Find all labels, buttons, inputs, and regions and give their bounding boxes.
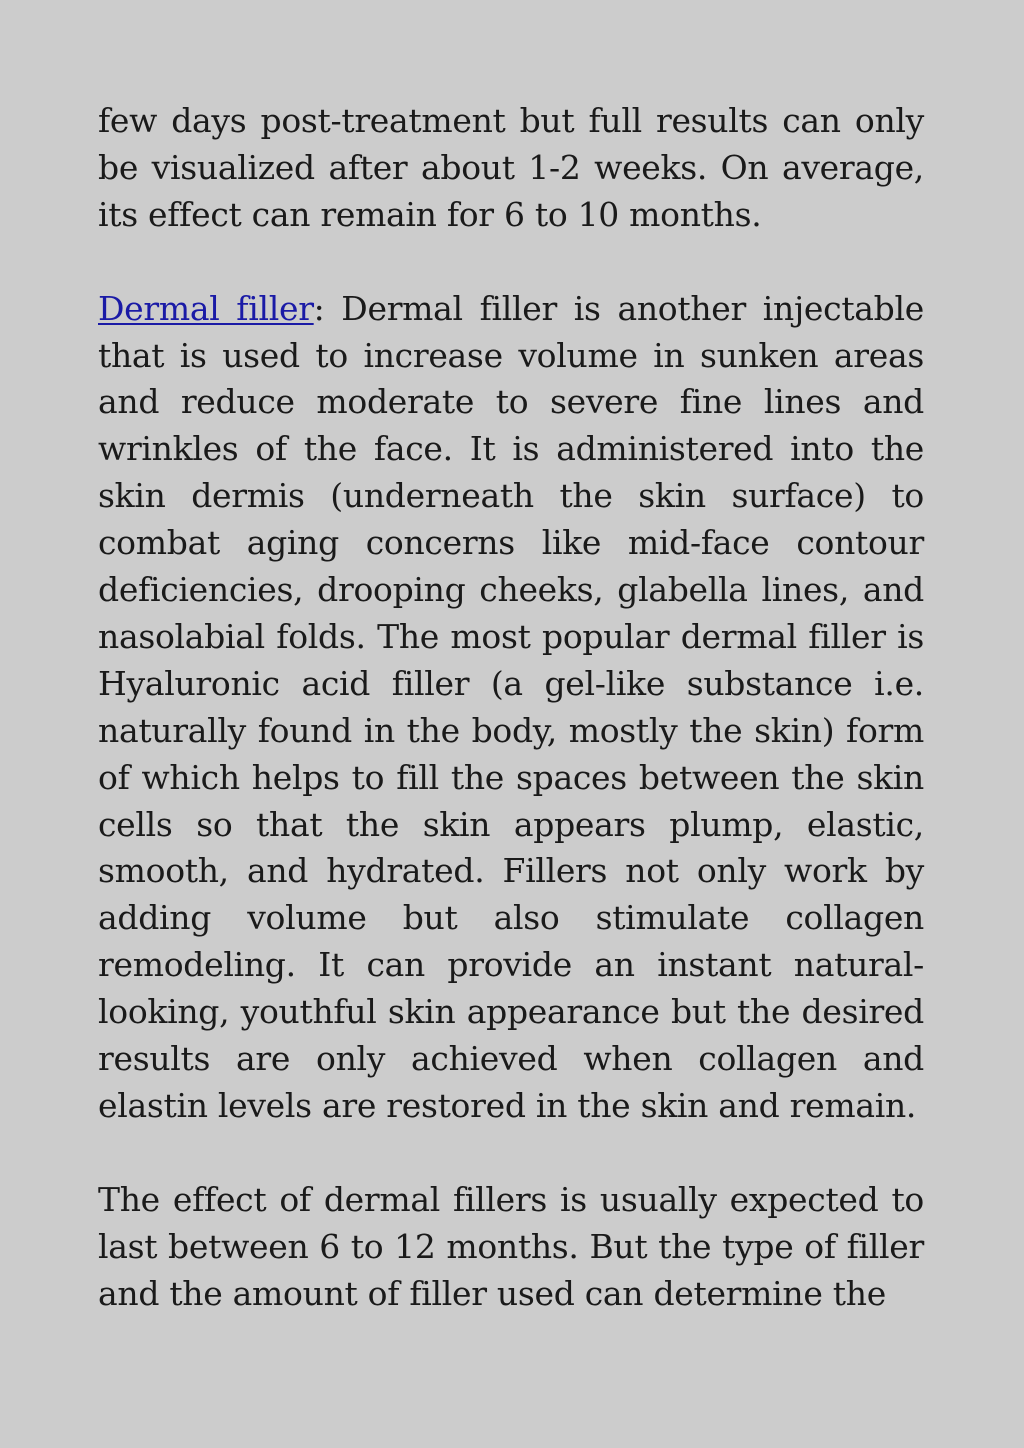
dermal-filler-link[interactable]: Dermal filler — [98, 288, 314, 328]
document-page — [98, 98, 924, 1364]
paragraph-dermal-filler — [98, 286, 924, 1130]
dermal-filler-description: Dermal filler is another injectable that is used to increase volume in sunken areas and reduce moderate to severe fine lines and wrinkles of the face. It is administered into the skin dermis (underneath the skin surface) to combat aging concerns like mid-face contour deficiencies, drooping cheeks, glabella lines, and nasolabial folds. The most popular dermal filler is Hyaluronic acid filler (a gel-like substance i.e. naturally found in the body, mostly the skin) form of which helps to fill the spaces between the skin cells so that the skin appears plump, elastic, smooth, and hydrated. Fillers not only work by adding volume but also stimulate collagen remodeling. It can provide an instant natural-looking, youthful skin appearance but the desired results are only achieved when collagen and elastin levels are restored in the skin and remain. — [98, 288, 924, 1126]
paragraph-botox-duration: few days post-treatment but full results can only be visualized after about 1-2 weeks. On average, its effect can remain for 6 to 10 months. — [98, 101, 924, 234]
colon-separator: : — [313, 288, 325, 328]
paragraph-filler-duration: The effect of dermal fillers is usually expected to last between 6 to 12 months. But the type of filler and the amount of filler used can determine the — [98, 1179, 924, 1313]
